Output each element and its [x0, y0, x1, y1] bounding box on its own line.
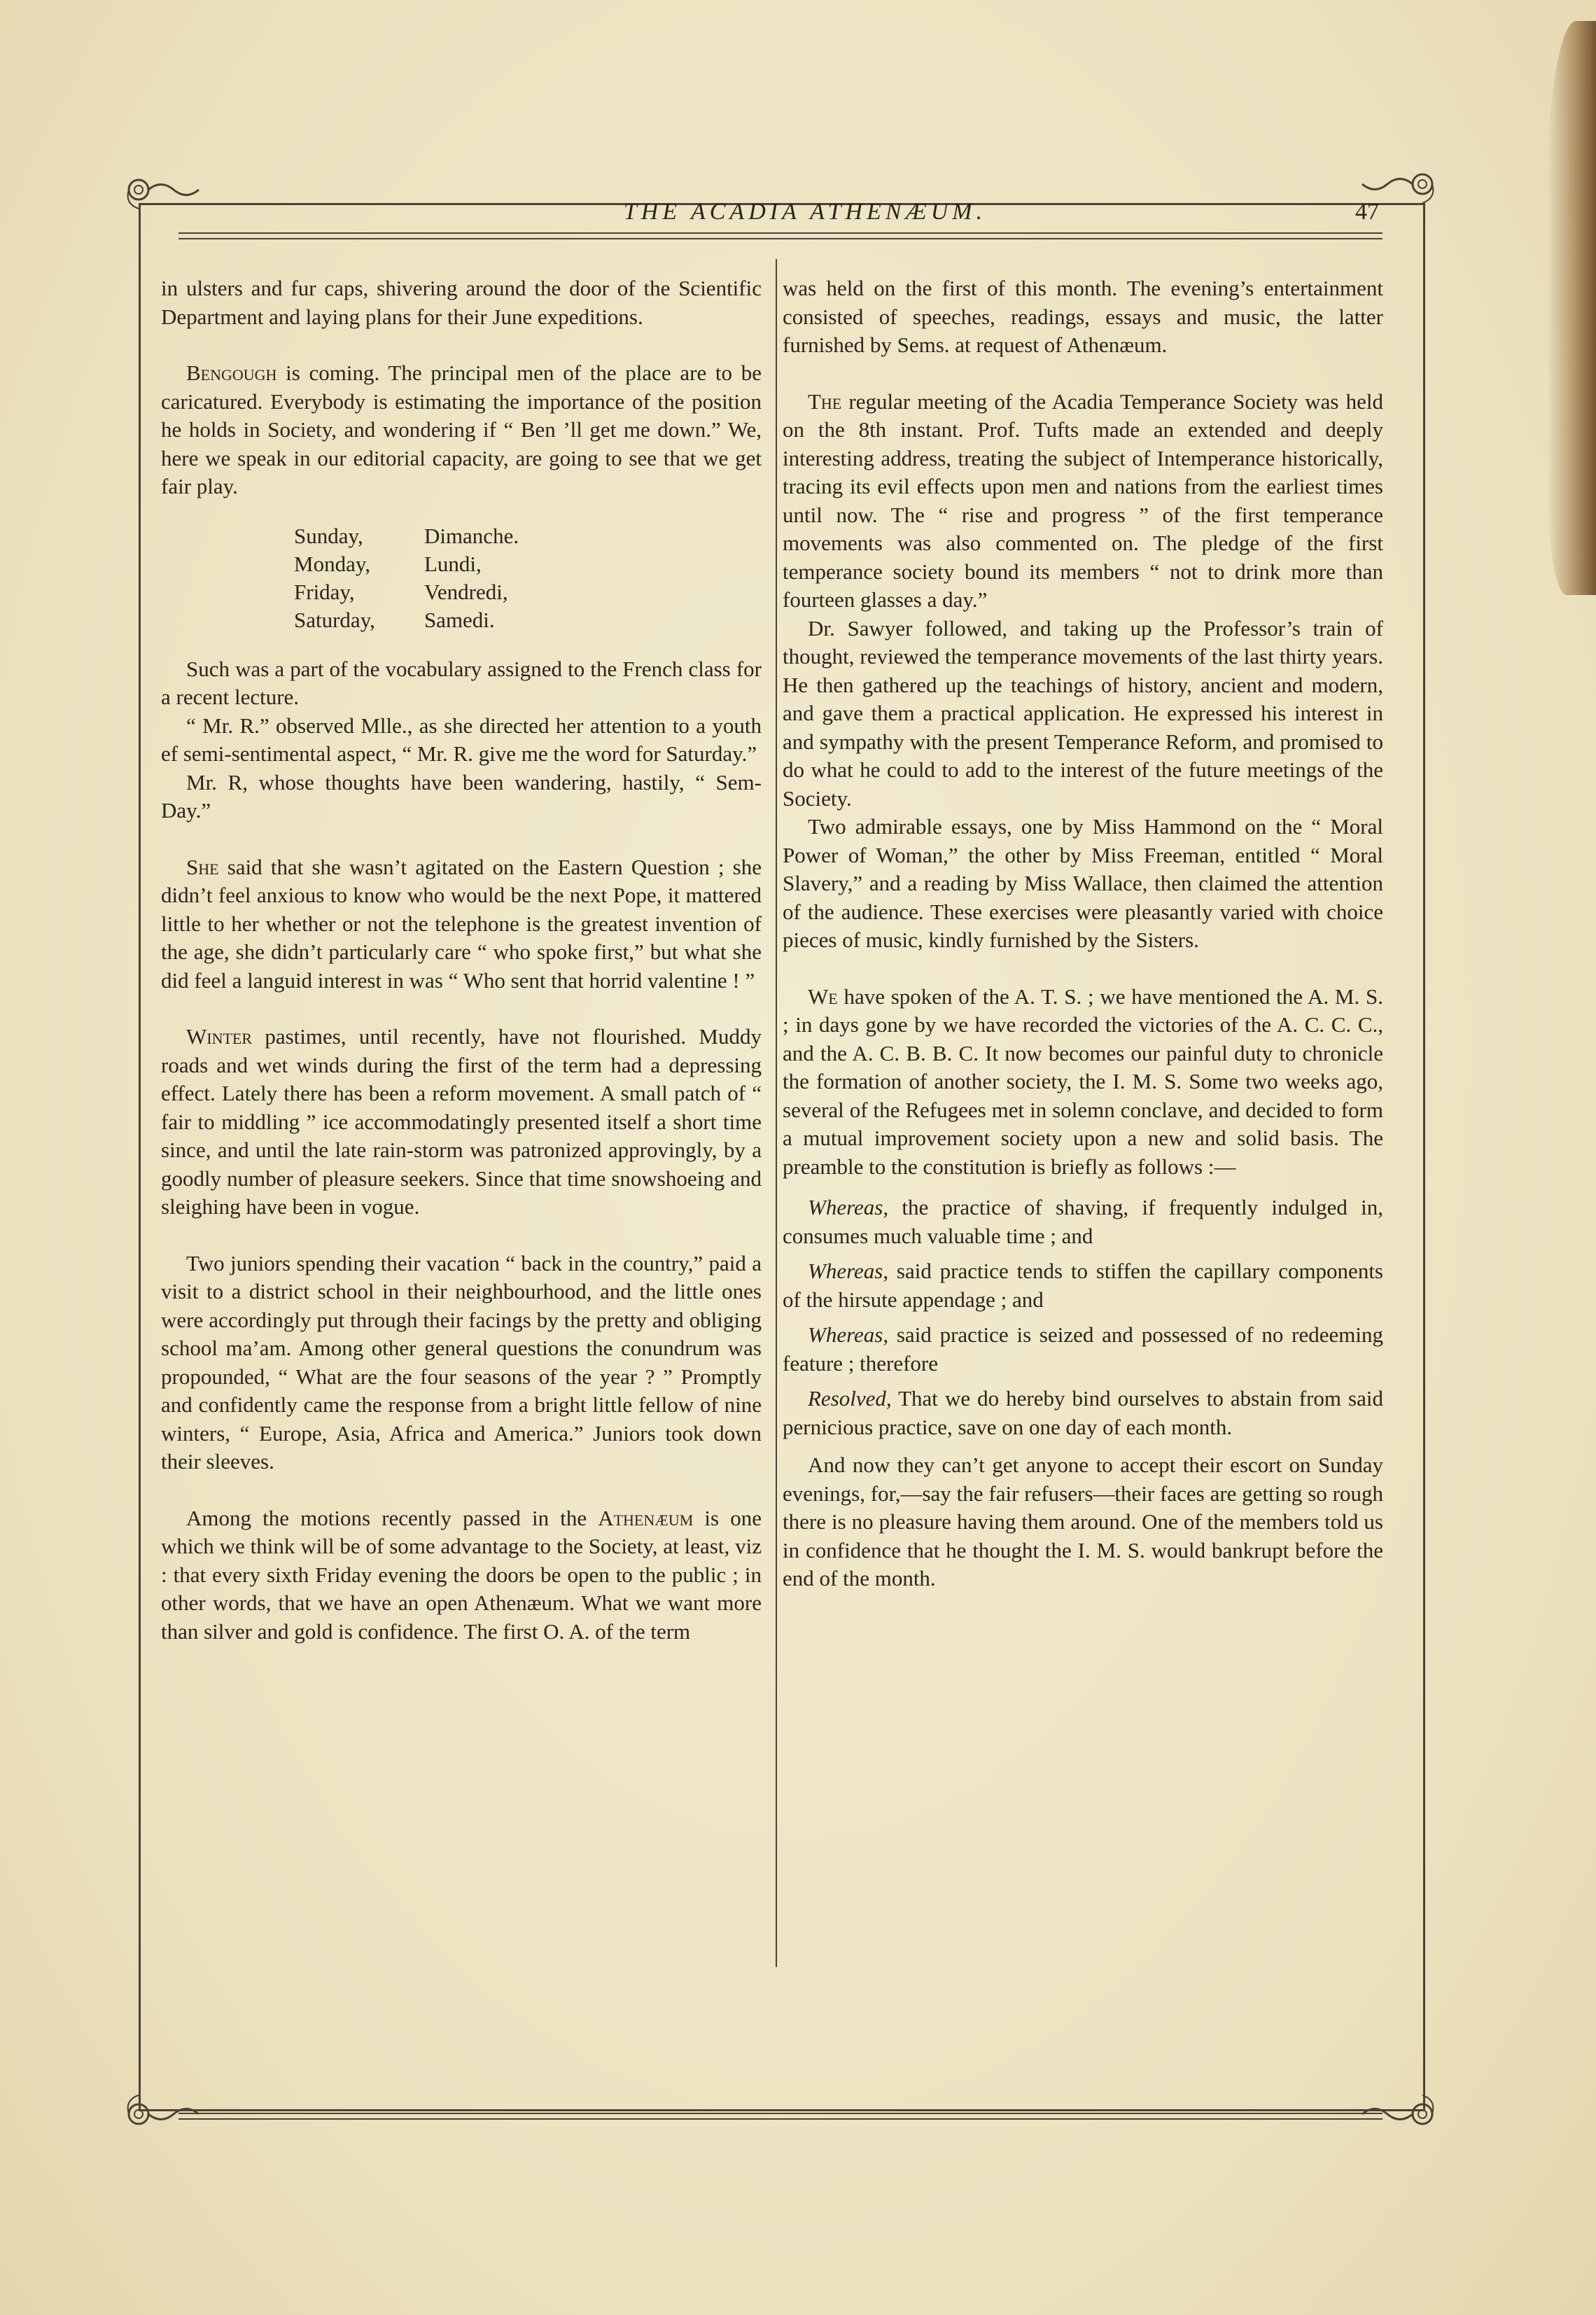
resolution-clause	[783, 1257, 1383, 1314]
page-stain	[1547, 21, 1596, 595]
paragraph	[161, 853, 762, 995]
paragraph-body: is coming. The principal men of the place are to be caricatured. Everybody is estimating the importance of the position he holds in Society, and wondering if “ Ben ’ll get me down.” We, here we speak in our editorial capacity, are going to see that we get fair play.	[161, 361, 762, 498]
paragraph	[161, 1023, 762, 1222]
resolution-clause	[783, 1321, 1383, 1378]
clause-body: said practice tends to stiffen the capillary components of the hirsute appendage ; and	[783, 1259, 1383, 1312]
table-row	[294, 522, 568, 550]
english-day: Sunday,	[294, 523, 363, 548]
paragraph	[161, 359, 762, 501]
resolution-clause	[783, 1385, 1383, 1441]
paragraph-body: have spoken of the A. T. S. ; we have mentioned the A. M. S. ; in days gone by we have recorded the victories of the A. C. C. C., and the A. C. B. B. C. It now becomes our painful duty to chronicle the formation of another society, the I. M. S. Some two weeks ago, several of the Refugees met in solemn conclave, and decided to form a mutual improvement society upon a new and solid basis. The preamble to the constitution is briefly as follows :—	[783, 984, 1383, 1179]
corner-ornament-icon	[119, 165, 203, 214]
french-day: Samedi.	[424, 607, 495, 632]
clause-body: That we do hereby bind ourselves to abstain from said pernicious practice, save on one day of each month.	[783, 1386, 1383, 1439]
lead-word: She	[186, 854, 219, 879]
lead-word: We	[808, 984, 838, 1009]
footer-rule	[178, 2113, 1382, 2120]
english-day: Monday,	[294, 551, 371, 576]
lead-word: Winter	[186, 1024, 253, 1049]
clause-body: said practice is seized and possessed of no redeeming feature ; therefore	[783, 1322, 1383, 1376]
clause-lead: Whereas,	[808, 1195, 889, 1219]
english-day: Friday,	[294, 579, 355, 604]
french-day: Lundi,	[424, 551, 482, 576]
paragraph: Two juniors spending their vacation “ back in the country,” paid a visit to a district school in their neighbourhood, and the little ones were accordingly put through their facings by the pretty and obliging school ma’am. Among other general questions the conundrum was propounded, “ What are the four seasons of the year ? ” Promptly and confidently came the response from a bright little fellow of nine winters, “ Europe, Asia, Africa and America.” Juniors took down their sleeves.	[161, 1250, 762, 1474]
column-divider	[776, 259, 777, 1967]
clause-lead: Resolved,	[808, 1386, 892, 1411]
running-title: THE ACADIA ATHENÆUM.	[623, 199, 987, 225]
table-row	[294, 578, 568, 606]
lead-word: The	[808, 389, 842, 414]
paragraph: Dr. Sawyer followed, and taking up the Professor’s train of thought, reviewed the temperance movements of the last thirty years. He then gathered up the teachings of history, ancient and modern, and gave them a practical application. He expressed his interest in and sympathy with the present Temperance Reform, and promised to do what he could to add to the interest of the future meetings of the Society.	[783, 615, 1383, 811]
paragraph: was held on the first of this month. The evening’s entertainment consisted of speeches, readings, essays and music, the latter furnished by Sems. at request of Athenæum.	[783, 276, 1383, 357]
left-column	[161, 274, 762, 1646]
paragraph: And now they can’t get anyone to accept their escort on Sunday evenings, for,—say the fair refusers—their faces are getting so rough there is no pleasure having them around. One of the members told us in confidence that he thought the I. M. S. would bankrupt before the end of the month.	[783, 1453, 1383, 1590]
right-column	[783, 274, 1383, 1593]
paragraph-body: said that she wasn’t agitated on the Eastern Question ; she didn’t feel anxious to know who would be the next Pope, it mattered little to her whether or not the telephone is the greatest invention of the age, she didn’t particularly care “ who spoke first,” but what she did feel a languid interest in was “ Who sent that horrid valentine ! ”	[161, 854, 762, 993]
paragraph-body: pastimes, until recently, have not flourished. Muddy roads and wet winds during the first of the term had a depressing effect. Lately there has been a reform movement. A small patch of “ fair to middling ” ice accommodatingly presented itself a short time since, and until the late rain-storm was patronized approvingly, by a goodly number of pleasure seekers. Since that time snowshoeing and sleighing have been in vogue.	[161, 1024, 762, 1219]
page-number: 47	[1355, 199, 1379, 225]
lead-word: Bengough	[186, 361, 277, 385]
paragraph: “ Mr. R.” observed Mlle., as she directed her attention to a youth ef semi-sentimental aspect, “ Mr. R. give me the word for Saturday.”	[161, 713, 762, 766]
clause-body: the practice of shaving, if frequently indulged in, consumes much valuable time ; and	[783, 1195, 1383, 1248]
table-row	[294, 606, 568, 634]
english-day: Saturday,	[294, 607, 375, 632]
table-row	[294, 550, 568, 578]
clause-lead: Whereas,	[808, 1259, 889, 1283]
paragraph: Such was a part of the vocabulary assigned to the French class for a recent lecture.	[161, 656, 762, 709]
clause-lead: Whereas,	[808, 1322, 889, 1347]
paragraph	[783, 388, 1383, 615]
paragraph-body: Among the motions recently passed in the	[186, 1505, 598, 1530]
page-header	[210, 199, 1400, 234]
paragraph	[783, 983, 1383, 1182]
french-day: Vendredi,	[424, 579, 508, 604]
paragraph: Two admirable essays, one by Miss Hammond on the “ Moral Power of Woman,” the other by Miss Freeman, entitled “ Moral Slavery,” and a reading by Miss Wallace, then claimed the attention of the audience. These exercises were pleasantly varied with choice pieces of music, kindly furnished by the Sisters.	[783, 814, 1383, 952]
paragraph-body: regular meeting of the Acadia Temperance Society was held on the 8th instant. Prof. Tufts made an extended and deeply interesting address, treating the subject of Intemperance historically, tracing its evil effects upon men and nations from the earliest times until now. The “ rise and progress ” of the first temperance movements was also commented on. The pledge of the first temperance society bound its members “ not to drink more than fourteen glasses a day.”	[783, 389, 1383, 612]
paragraph: Mr. R, whose thoughts have been wandering, hastily, “ Sem-Day.”	[161, 769, 762, 823]
paragraph	[161, 1504, 762, 1646]
paragraph-body: is one which we think will be of some advantage to the Society, at least, viz : that every sixth Friday evening the doors be open to the public ; in other words, that we have an open Athenæum. What we want more than silver and gold is confidence. The first O. A. of the term	[161, 1505, 762, 1644]
french-day: Dimanche.	[424, 523, 519, 548]
society-name: Athenæum	[598, 1505, 694, 1530]
vocabulary-table	[294, 522, 568, 634]
paragraph: in ulsters and fur caps, shivering around the door of the Scientific Department and laying plans for their June expeditions.	[161, 276, 762, 329]
resolution-clause	[783, 1194, 1383, 1250]
